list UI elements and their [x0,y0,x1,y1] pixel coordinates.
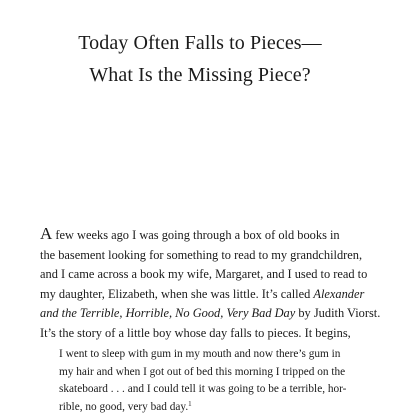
paragraph-line: the basement looking for something to read to my grandchildren, [40,247,363,262]
quote-line: skateboard . . . and I could tell it was going to be a terrible, hor- [59,383,347,396]
paragraph-line [40,304,381,324]
paragraph-line [40,285,378,305]
quote-line: my hair and when I got out of bed this morning I tripped on the [59,365,346,378]
drop-letter: A [40,224,53,243]
body-paragraph [40,224,381,344]
paragraph-line: It’s the story of a little boy whose day falls to pieces. It begins, [40,325,351,340]
quote-line [59,399,379,416]
paragraph-line-text: my daughter, Elizabeth, when she was little. It’s called [40,286,314,301]
paragraph-line: and I came across a book my wife, Margaret, and I used to read to [40,267,368,282]
chapter-title-line-2: What Is the Missing Piece? [89,64,311,86]
paragraph-line-text: few weeks ago I was going through a box of old books in [52,228,340,242]
block-quote [59,346,379,416]
footnote-marker[interactable]: 1 [188,399,192,408]
quote-line: I went to sleep with gum in my mouth and now there’s gum in [59,348,341,360]
book-title-part-1: Alexander [313,286,365,301]
paragraph-line [40,226,378,246]
paragraph-line-text: by Judith Viorst. [295,306,381,321]
quote-line-text: rible, no good, very bad day. [59,400,189,413]
chapter-title-line-1: Today Often Falls to Pieces— [78,32,322,54]
book-title-part-2: and the Terrible, Horrible, No Good, Very Bad Day [40,306,296,321]
